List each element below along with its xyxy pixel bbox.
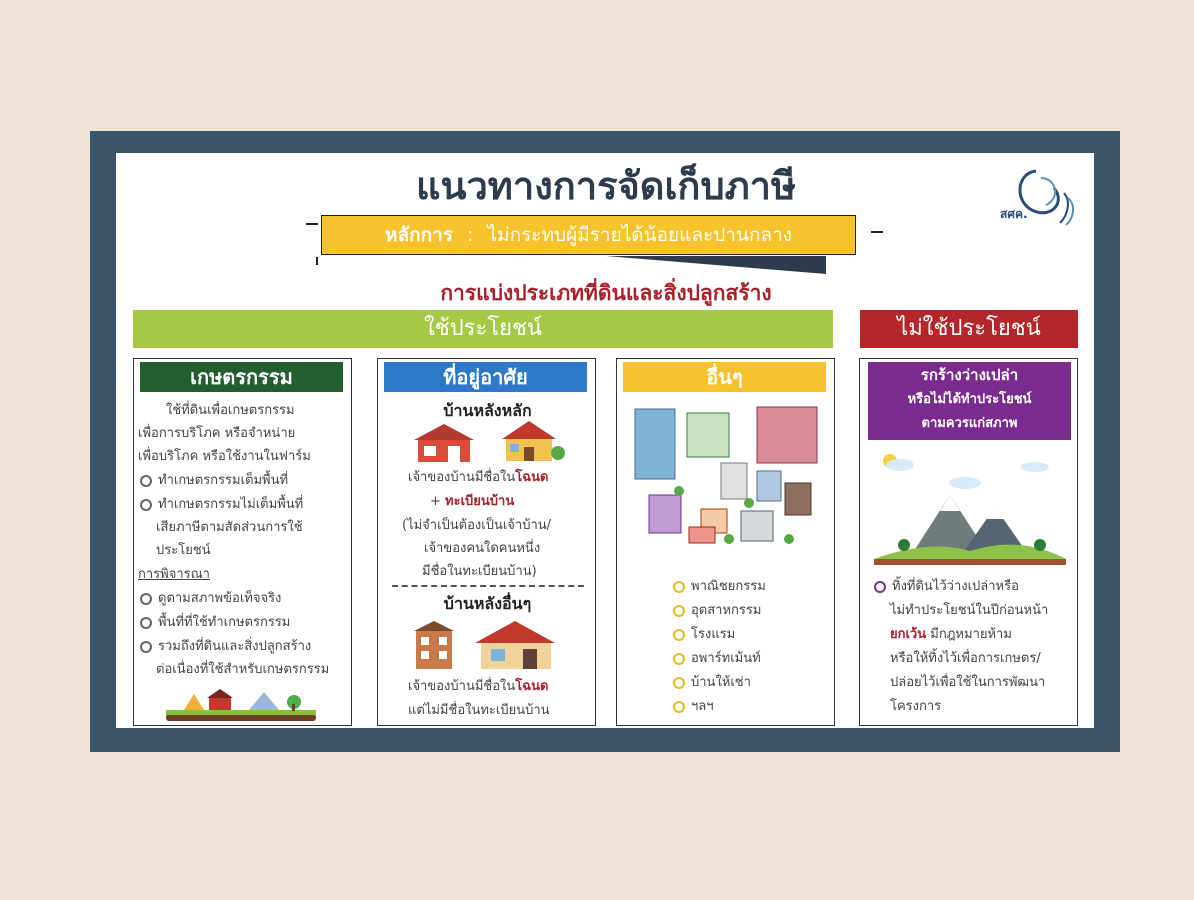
townhouse-icon (412, 621, 457, 671)
agri-head: เกษตรกรรม (140, 362, 343, 392)
subtitle: การแบ่งประเภทที่ดินและสิ่งปลูกสร้าง (440, 281, 772, 305)
vacant-head-1: รกร้างว่างเปล่า (920, 366, 1019, 384)
bullet-icon (673, 605, 685, 617)
agri-bullet-2: ทำเกษตรกรรมไม่เต็มพื้นที่ (140, 493, 303, 516)
agri-consider-2: พื้นที่ที่ใช้ทำเกษตรกรรม (140, 611, 290, 634)
deco-wedge (606, 256, 826, 274)
vacant-line1: ทิ้งที่ดินไว้ว่างเปล่าหรือ (874, 575, 1019, 598)
infographic-panel (116, 153, 1094, 728)
residence-box (377, 358, 596, 726)
vacant-line4: หรือให้ทิ้งไว้เพื่อการเกษตร/ (890, 651, 1041, 666)
others-item-3: โรงแรม (673, 623, 735, 646)
others-item-2: อุตสาหกรรม (673, 599, 761, 622)
vacant-box (859, 358, 1078, 726)
bullet-icon (140, 593, 152, 605)
city-buildings-icon (629, 399, 824, 559)
banner-use: ใช้ประโยชน์ (133, 310, 833, 348)
main-house-line1: เจ้าของบ้านมีชื่อในโฉนด (408, 470, 549, 485)
bullet-icon (673, 653, 685, 665)
agri-consider-3: รวมถึงที่ดินและสิ่งปลูกสร้าง (140, 635, 311, 658)
main-house-note-2: เจ้าของคนใดคนหนึ่ง (424, 541, 541, 556)
vacant-line5: ปล่อยไว้เพื่อใช้ในการพัฒนา (890, 675, 1046, 690)
deco-line (871, 231, 883, 233)
deco-line (316, 257, 318, 265)
other-house-line2: แต่ไม่มีชื่อในทะเบียนบ้าน (408, 703, 550, 718)
others-head: อื่นๆ (623, 362, 826, 392)
main-house-line2: + ทะเบียนบ้าน (430, 494, 515, 509)
bullet-icon (140, 475, 152, 487)
bullet-icon (673, 701, 685, 713)
principle-sep: : (467, 224, 474, 246)
agri-bullet-1: ทำเกษตรกรรมเต็มพื้นที่ (140, 469, 288, 492)
vacant-head-2: หรือไม่ได้ทำประโยชน์ (907, 392, 1032, 407)
others-item-1: พาณิชยกรรม (673, 575, 766, 598)
house-icon (408, 422, 478, 464)
main-title: แนวทางการจัดเก็บภาษี (416, 164, 796, 208)
mountain-landscape-icon (870, 447, 1070, 572)
agri-consider-cont: ต่อเนื่องที่ใช้สำหรับเกษตรกรรม (156, 662, 330, 677)
main-house-note-3: มีชื่อในทะเบียนบ้าน) (422, 564, 537, 579)
principle-text: ไม่กระทบผู้มีรายได้น้อยและปานกลาง (487, 224, 793, 246)
agri-consider: การพิจารณา (138, 567, 210, 582)
principle-bar (321, 215, 856, 255)
others-item-6: ฯลฯ (673, 695, 714, 718)
main-house-title: บ้านหลังหลัก (443, 401, 532, 420)
bullet-icon (140, 499, 152, 511)
farm-illustration-icon (164, 684, 319, 724)
bullet-icon (673, 677, 685, 689)
logo-text: สศค. (1000, 207, 1028, 221)
others-item-5: บ้านให้เช่า (673, 671, 751, 694)
other-house-line1: เจ้าของบ้านมีชื่อในโฉนด (408, 679, 549, 694)
agri-intro-2: เพื่อการบริโภค หรือจำหน่าย (138, 426, 296, 441)
logo-icon (996, 163, 1081, 233)
deco-line (306, 223, 318, 225)
others-box (616, 358, 835, 726)
vacant-head (868, 362, 1071, 440)
bullet-icon (673, 629, 685, 641)
agri-bullet-2-cont-2: ประโยชน์ (156, 543, 211, 558)
main-house-note-1: (ไม่จำเป็นต้องเป็นเจ้าบ้าน/ (402, 518, 552, 533)
others-item-4: อพาร์ทเม้นท์ (673, 647, 761, 670)
bullet-icon (140, 641, 152, 653)
banner-nouse: ไม่ใช้ประโยชน์ (860, 310, 1078, 348)
other-house-title: บ้านหลังอื่นๆ (443, 594, 532, 613)
vacant-line2: ไม่ทำประโยชน์ในปีก่อนหน้า (890, 603, 1049, 618)
agri-intro-1: ใช้ที่ดินเพื่อเกษตรกรรม (166, 403, 295, 418)
house-icon (473, 619, 558, 671)
agri-intro-3: เพื่อบริโภค หรือใช้งานในฟาร์ม (138, 449, 311, 464)
divider (392, 585, 584, 587)
principle-label: หลักการ (384, 224, 453, 246)
bullet-icon (673, 581, 685, 593)
agri-bullet-2-cont-1: เสียภาษีตามสัดส่วนการใช้ (156, 520, 303, 535)
house-icon (496, 419, 566, 464)
vacant-line6: โครงการ (890, 699, 942, 714)
bullet-icon (140, 617, 152, 629)
bullet-icon (874, 581, 886, 593)
vacant-line3: ยกเว้น มีกฎหมายห้าม (890, 627, 1012, 642)
residence-head: ที่อยู่อาศัย (384, 362, 587, 392)
agri-consider-1: ดูตามสภาพข้อเท็จจริง (140, 587, 281, 610)
vacant-head-3: ตามควรแก่สภาพ (921, 416, 1018, 431)
agri-box (133, 358, 352, 726)
